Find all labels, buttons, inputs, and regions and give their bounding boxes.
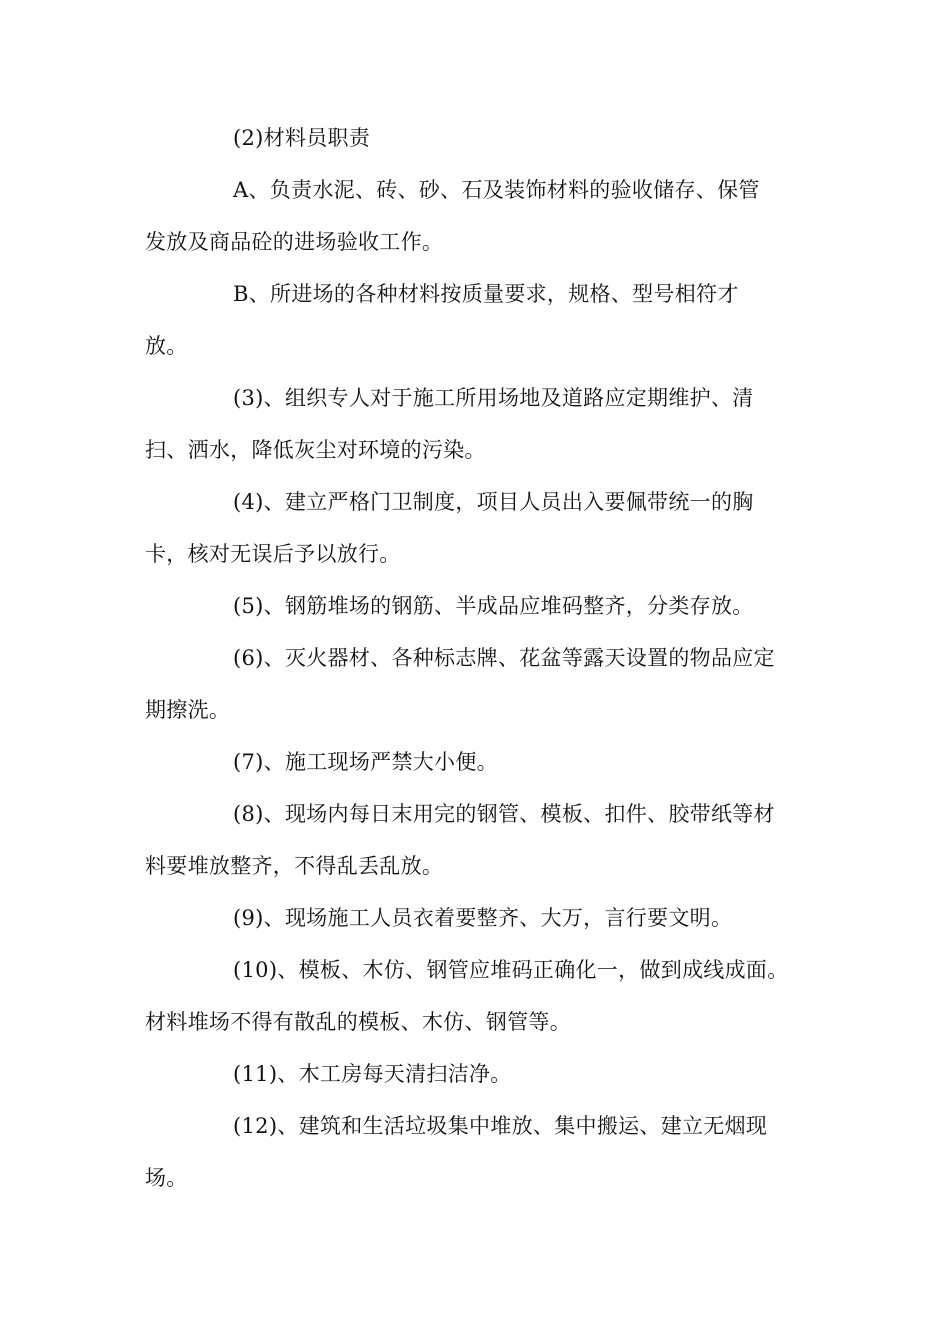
text-line: 场。	[145, 1166, 188, 1190]
document-body	[145, 112, 805, 1204]
text-line: 卡，核对无误后予以放行。	[145, 542, 401, 566]
text-line: (12)、建筑和生活垃圾集中堆放、集中搬运、建立无烟现	[233, 1114, 768, 1138]
text-line: 扫、洒水，降低灰尘对环境的污染。	[145, 438, 486, 462]
text-line: (11)、木工房每天清扫洁净。	[233, 1062, 512, 1086]
text-line: 期擦洗。	[145, 698, 231, 722]
text-line: (3)、组织专人对于施工所用场地及道路应定期维护、清	[233, 386, 754, 410]
text-line: (5)、钢筋堆场的钢筋、半成品应堆码整齐，分类存放。	[233, 594, 754, 618]
text-line: 发放及商品砼的进场验收工作。	[145, 230, 444, 254]
text-line: (2)材料员职责	[233, 126, 371, 150]
text-line: (6)、灭火器材、各种标志牌、花盆等露天设置的物品应定	[233, 646, 775, 670]
text-line: (4)、建立严格门卫制度，项目人员出入要佩带统一的胸	[233, 490, 754, 514]
text-line: 放。	[145, 334, 188, 358]
text-line: (8)、现场内每日末用完的钢管、模板、扣件、胶带纸等材	[233, 802, 775, 826]
text-line: 材料堆场不得有散乱的模板、木仿、钢管等。	[145, 1010, 571, 1034]
text-line: (10)、模板、木仿、钢管应堆码正确化一，做到成线成面。	[233, 958, 789, 982]
text-line: A、负责水泥、砖、砂、石及装饰材料的验收储存、保管	[233, 178, 760, 202]
text-line: B、所进场的各种材料按质量要求，规格、型号相符才	[233, 282, 739, 306]
text-line: 料要堆放整齐，不得乱丢乱放。	[145, 854, 444, 878]
text-line: (9)、现场施工人员衣着要整齐、大万，言行要文明。	[233, 906, 733, 930]
text-line: (7)、施工现场严禁大小便。	[233, 750, 498, 774]
